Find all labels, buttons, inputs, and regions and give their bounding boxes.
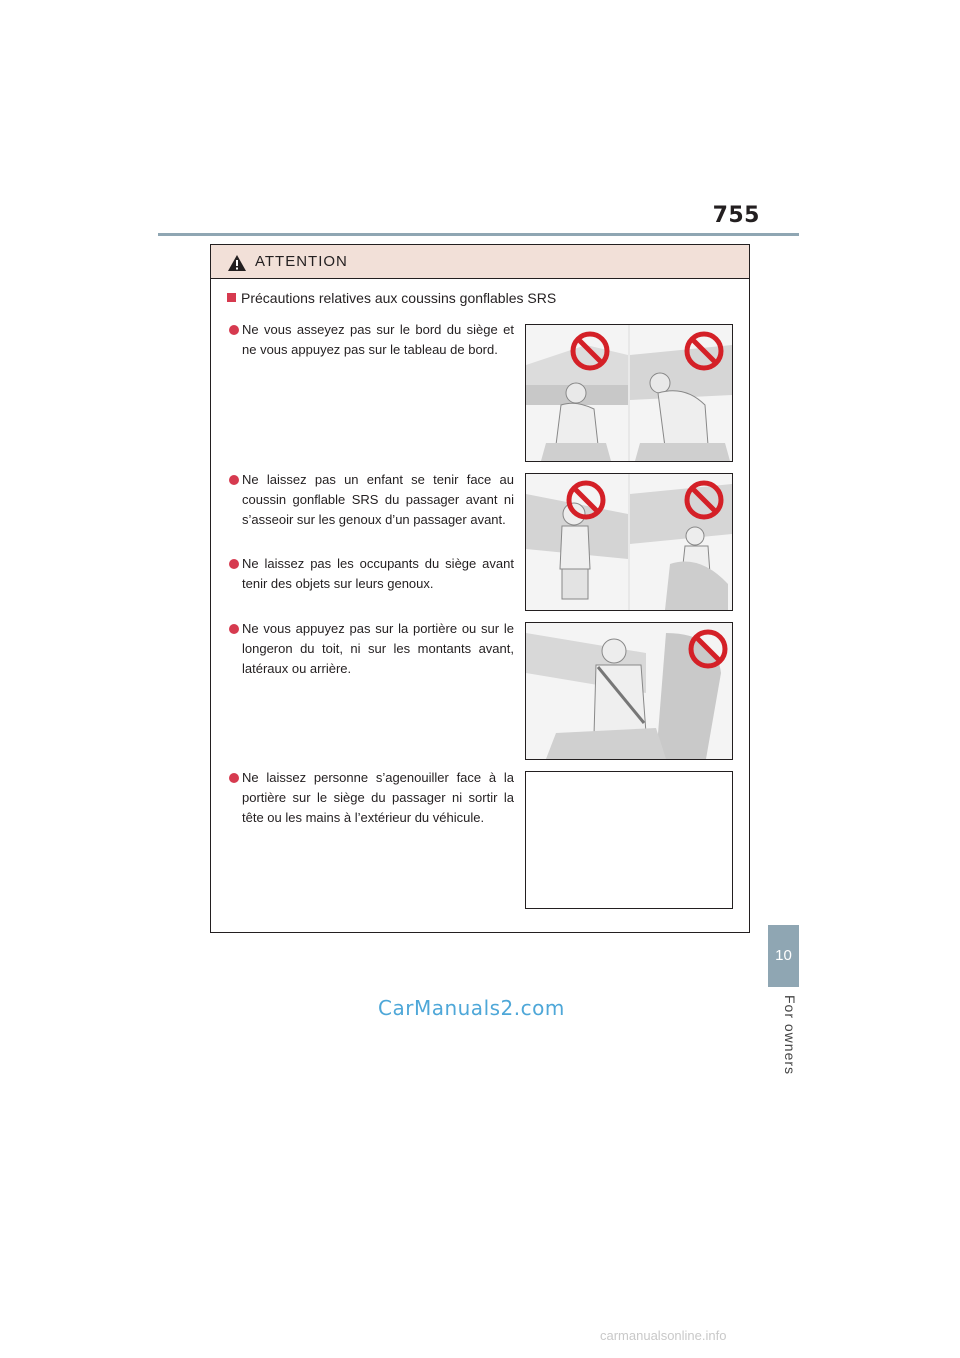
caution-header [211,245,749,279]
illustration-leaning-door [525,622,733,760]
bullet-icon [229,624,239,634]
prohibition-icon [566,480,606,520]
prohibition-icon [570,331,610,371]
bullet-icon [229,559,239,569]
caution-item-text: Ne laissez pas un enfant se tenir face au coussin gonflable SRS du passager avant ni s’asseoir sur les genoux d’un passager avant. [242,472,514,527]
bullet-icon [229,475,239,485]
section-title-text: Précautions relatives aux coussins gonflables SRS [241,290,557,306]
prohibition-icon [684,480,724,520]
caution-item [229,768,514,828]
warning-icon [227,254,247,272]
caution-item [229,470,514,530]
illustration-sitting-edge [525,324,733,462]
illustration-child-front [525,473,733,611]
bullet-icon [229,773,239,783]
square-bullet-icon [227,293,236,302]
bullet-icon [229,325,239,335]
caution-item-text: Ne laissez pas les occupants du siège avant tenir des objets sur leurs genoux. [242,556,514,591]
chapter-tab[interactable]: 10 [768,925,799,987]
caution-title: ATTENTION [255,253,348,270]
header-rule [158,233,799,236]
caution-item [229,619,514,679]
prohibition-icon [684,331,724,371]
caution-item-text: Ne vous asseyez pas sur le bord du siège et ne vous appuyez pas sur le tableau de bord. [242,322,514,357]
caution-item [229,554,514,594]
footer-watermark: carmanualsonline.info [600,1328,727,1343]
watermark[interactable]: CarManuals2.com [378,996,565,1020]
section-title [227,290,556,306]
chapter-label: For owners [782,995,798,1076]
illustration-blank [525,771,733,909]
caution-item [229,320,514,360]
caution-box [210,244,750,933]
caution-item-text: Ne vous appuyez pas sur la portière ou sur le longeron du toit, ni sur les montants avant, latéraux ou arrière. [242,621,514,676]
caution-item-text: Ne laissez personne s’agenouiller face à la portière sur le siège du passager ni sortir la tête ou les mains à l’extérieur du véhicule. [242,770,514,825]
prohibition-icon [688,629,728,669]
page-number: 755 [712,203,760,228]
